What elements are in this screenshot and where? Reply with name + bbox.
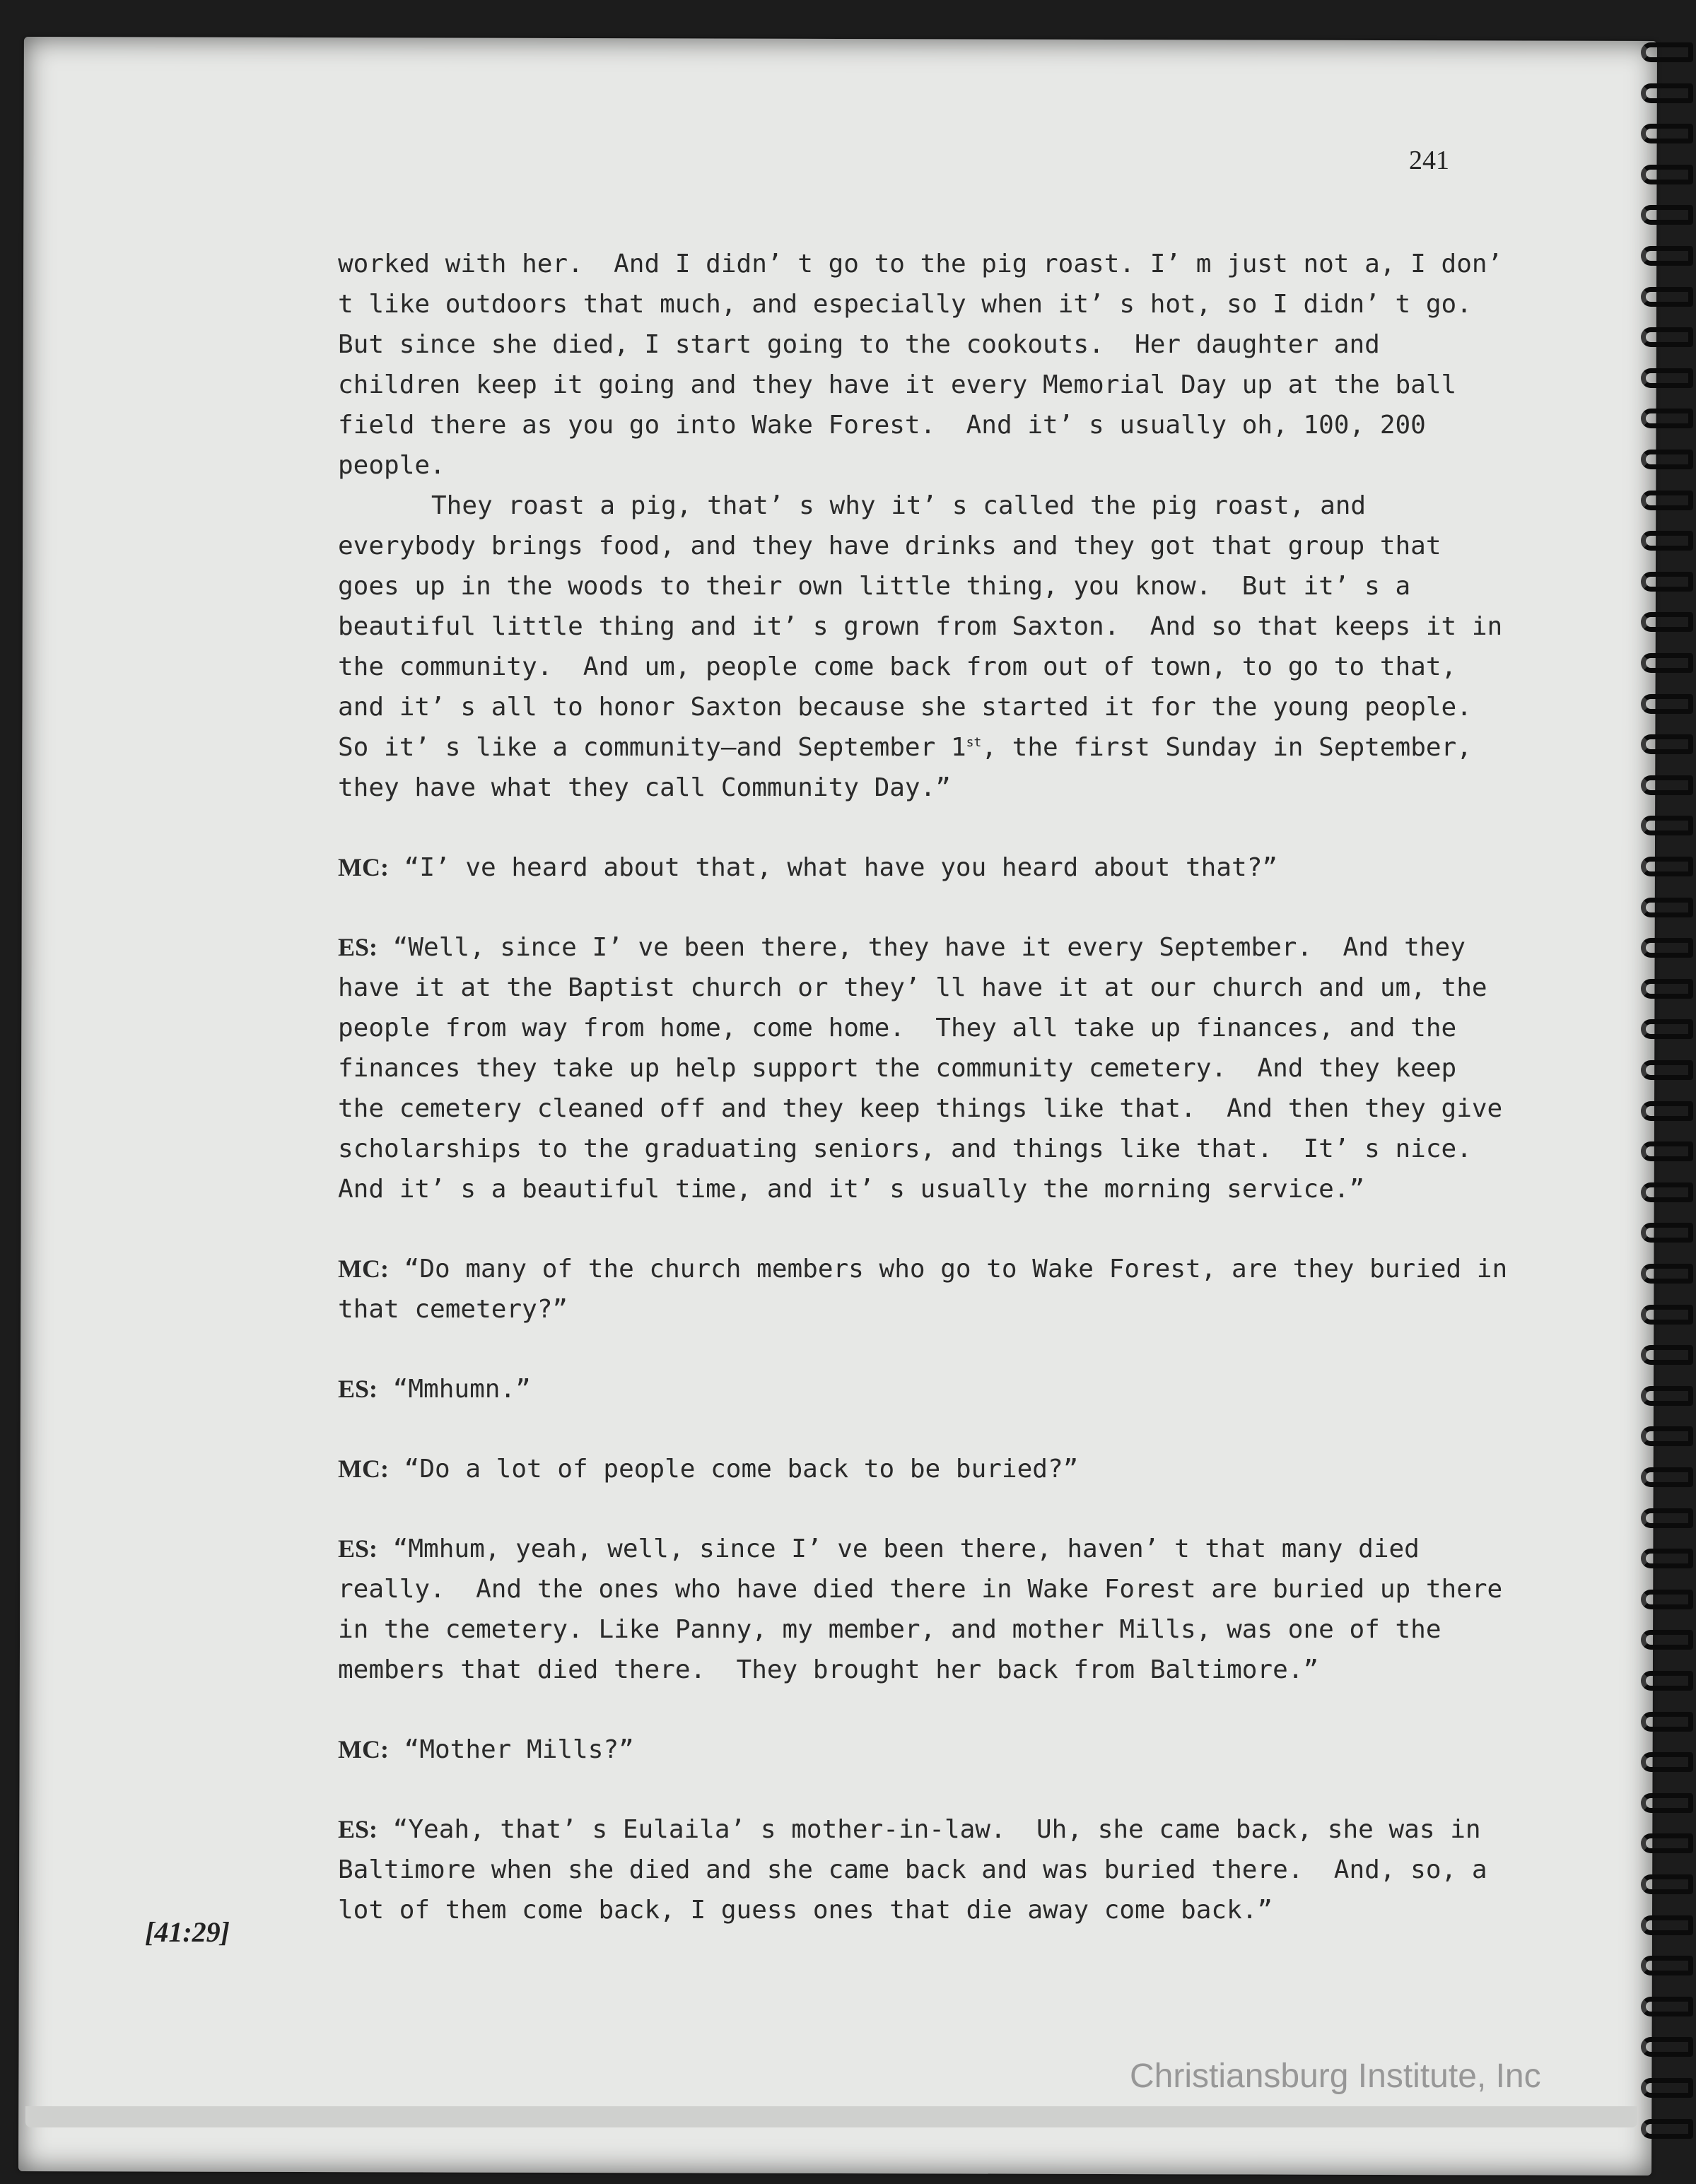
binding-ring (1641, 1101, 1693, 1121)
binding-ring (1641, 612, 1693, 632)
binding-ring (1641, 1019, 1693, 1039)
binding-ring (1641, 1549, 1693, 1568)
speaker-label: MC: (338, 853, 389, 881)
binding-ring (1641, 205, 1693, 225)
binding-ring (1641, 816, 1693, 835)
binding-ring (1641, 775, 1693, 795)
binding-ring (1641, 734, 1693, 754)
paragraph-1: worked with her. And I didn’ t go to the pig roast. I’ m just not a, I don’ t like outdoors that much, and especially when it’ s hot, so I didn’ t go. But since she died, I start going to the cookouts. Her daughter and children keep it going and they have it every Memorial Day up at the ball field there as you go into Wake Forest. And it’ s usually oh, 100, 200 people. (338, 249, 1518, 480)
dialogue-es-2 (338, 1369, 1511, 1409)
binding-ring (1641, 1386, 1693, 1406)
binding-ring (1641, 1956, 1693, 1975)
binding-ring (1641, 1833, 1693, 1853)
dialogue-mc-2 (338, 1249, 1523, 1329)
speaker-label: ES: (338, 1534, 378, 1563)
paragraph-2 (338, 486, 1518, 808)
binding-ring (1641, 1426, 1693, 1446)
binding-ring (1641, 1060, 1693, 1080)
binding-ring (1641, 1793, 1693, 1813)
dialogue-mc-1 (338, 847, 1511, 888)
binding-ring (1641, 857, 1693, 876)
dialogue-text: “Mmhumn.” (378, 1375, 531, 1404)
binding-ring (1641, 1264, 1693, 1284)
dialogue-text: “Yeah, that’ s Eulaila’ s mother-in-law. Uh, she came back, she was in Baltimore when she died and she came back and was buried there. And, so, a lot of them come back, I guess ones that die away come back.” (338, 1815, 1503, 1925)
dialogue-text: “Do many of the church members who go to Wake Forest, are they buried in that cemetery?” (338, 1255, 1523, 1324)
binding-ring (1641, 327, 1693, 347)
binding-ring (1641, 938, 1693, 958)
binding-ring (1641, 83, 1693, 103)
paragraph-2-part-a: They roast a pig, that’ s why it’ s called the pig roast, and everybody brings food, and they have drinks and they got that group that goes up in the woods to their own little thing, you know. But it’ s a beautiful little thing and it’ s grown from Saxton. And so that keeps it in the community. And um, people come back from out of town, to go to that, and it’ s all to honor Saxton because she started it for the young people. So it’ s like a community—and September 1 (338, 491, 1518, 762)
superscript-st: st (966, 735, 982, 750)
binding-ring (1641, 1752, 1693, 1772)
binding-ring (1641, 165, 1693, 184)
speaker-label: ES: (338, 1815, 378, 1843)
binding-ring (1641, 572, 1693, 592)
binding-ring (1641, 1997, 1693, 2016)
binding-ring (1641, 450, 1693, 469)
binding-ring (1641, 491, 1693, 510)
watermark-text: Christiansburg Institute, Inc (1130, 2057, 1541, 2095)
binding-ring (1641, 653, 1693, 673)
spiral-binding (1639, 42, 1696, 2177)
speaker-label: ES: (338, 933, 378, 961)
timestamp-marker: [41:29] (145, 1916, 230, 1948)
binding-ring (1641, 2037, 1693, 2057)
binding-ring (1641, 1671, 1693, 1691)
speaker-label: MC: (338, 1455, 389, 1483)
dialogue-text: “I’ ve heard about that, what have you heard about that?” (388, 853, 1278, 882)
binding-ring (1641, 531, 1693, 551)
transcript-body (338, 244, 1523, 1930)
dialogue-es-1 (338, 927, 1518, 1209)
paragraph-2-part-b: , the first Sunday in September, they have what they call Community Day.” (338, 733, 1487, 802)
speaker-label: ES: (338, 1375, 378, 1403)
dialogue-mc-3 (338, 1449, 1511, 1489)
binding-ring (1641, 2078, 1693, 2098)
binding-ring (1641, 2119, 1693, 2139)
binding-ring (1641, 1305, 1693, 1325)
dialogue-text: “Mmhum, yeah, well, since I’ ve been there, haven’ t that many died really. And the ones who have died there in Wake Forest are buried up there in the cemetery. Like Panny, my member, and mother Mills, was one of the members that died there. They brought her back from Baltimore.” (338, 1534, 1518, 1684)
binding-ring (1641, 1630, 1693, 1650)
binding-ring (1641, 246, 1693, 266)
binding-ring (1641, 694, 1693, 714)
binding-ring (1641, 1182, 1693, 1202)
dialogue-es-4 (338, 1809, 1511, 1930)
binding-ring (1641, 1345, 1693, 1365)
binding-ring (1641, 124, 1693, 143)
binding-ring (1641, 1467, 1693, 1487)
dialogue-text: “Well, since I’ ve been there, they have it every September. And they have it at the Baptist church or they’ ll have it at our church and um, the people from way from home, come home. They all take up finances, and the finances they take up help support the community cemetery. And they keep the cemetery cleaned off and they keep things like that. And then they give scholarships to the graduating seniors, and things like that. It’ s nice. And it’ s a beautiful time, and it’ s usually the morning service.” (338, 933, 1518, 1204)
binding-ring (1641, 42, 1693, 62)
dialogue-text: “Mother Mills?” (388, 1735, 634, 1764)
binding-ring (1641, 1590, 1693, 1609)
binding-ring (1641, 409, 1693, 428)
binding-ring (1641, 1508, 1693, 1528)
page-number: 241 (1409, 146, 1449, 175)
binding-ring (1641, 979, 1693, 999)
binding-ring (1641, 368, 1693, 388)
binding-ring (1641, 1712, 1693, 1732)
binding-ring (1641, 1223, 1693, 1243)
dialogue-mc-4 (338, 1730, 1511, 1770)
speaker-label: MC: (338, 1735, 389, 1763)
binding-ring (1641, 1915, 1693, 1935)
page-stack-edge (25, 2106, 1637, 2127)
speaker-label: MC: (338, 1255, 389, 1283)
binding-ring (1641, 1874, 1693, 1894)
binding-ring (1641, 287, 1693, 307)
binding-ring (1641, 1141, 1693, 1161)
dialogue-es-3 (338, 1529, 1518, 1690)
binding-ring (1641, 898, 1693, 917)
dialogue-text: “Do a lot of people come back to be buried?” (388, 1455, 1079, 1484)
